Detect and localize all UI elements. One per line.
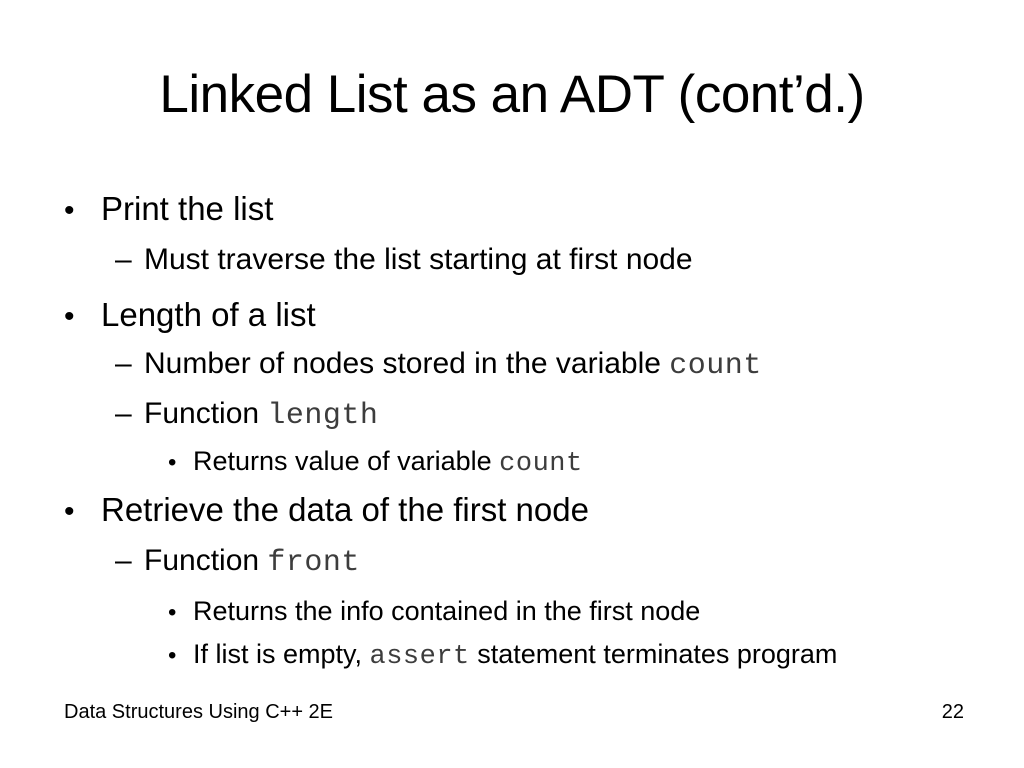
list-item-text: Length of a list [101, 296, 316, 333]
list-item [64, 190, 273, 229]
list-item [64, 491, 589, 530]
list-item [115, 544, 360, 581]
list-item-text [193, 446, 583, 479]
slide-title: Linked List as an ADT (cont’d.) [159, 65, 865, 124]
list-item [115, 397, 378, 434]
list-item-text [144, 397, 379, 433]
dash-icon: – [115, 347, 132, 380]
dash-icon: – [115, 544, 132, 577]
bullet-icon: • [64, 495, 75, 528]
code-token: count [669, 349, 762, 383]
list-item-text: Print the list [101, 190, 274, 227]
text-segment: If list is empty, [193, 639, 370, 669]
dash-icon: – [115, 397, 132, 430]
text-segment: statement terminates program [469, 639, 838, 669]
list-item-text: Returns the info contained in the first node [193, 596, 701, 626]
code-token: front [267, 546, 360, 580]
text-segment: Number of nodes stored in the variable [144, 347, 670, 380]
text-segment: Function [144, 397, 268, 430]
text-segment: Returns value of variable [193, 446, 500, 476]
bullet-icon: • [168, 642, 177, 669]
list-item-text: Must traverse the list starting at first node [144, 243, 693, 276]
dash-icon: – [115, 243, 132, 276]
list-item [168, 596, 700, 627]
bullet-icon: • [168, 599, 177, 626]
code-token: length [267, 399, 379, 433]
bullet-icon: • [168, 449, 177, 476]
bullet-icon: • [64, 194, 75, 227]
list-item-text [144, 544, 360, 580]
list-item [168, 446, 583, 480]
code-token: assert [369, 642, 470, 672]
list-item-text: Retrieve the data of the first node [101, 491, 589, 528]
list-item [168, 639, 837, 673]
list-item [115, 347, 762, 384]
footer-book-title: Data Structures Using C++ 2E [64, 701, 334, 723]
bullet-icon: • [64, 300, 75, 333]
list-item [64, 296, 316, 335]
page-number: 22 [941, 701, 964, 723]
list-item-text [144, 347, 762, 383]
text-segment: Function [144, 544, 268, 577]
code-token: count [499, 449, 583, 479]
list-item-text [193, 639, 838, 672]
list-item [115, 243, 693, 278]
